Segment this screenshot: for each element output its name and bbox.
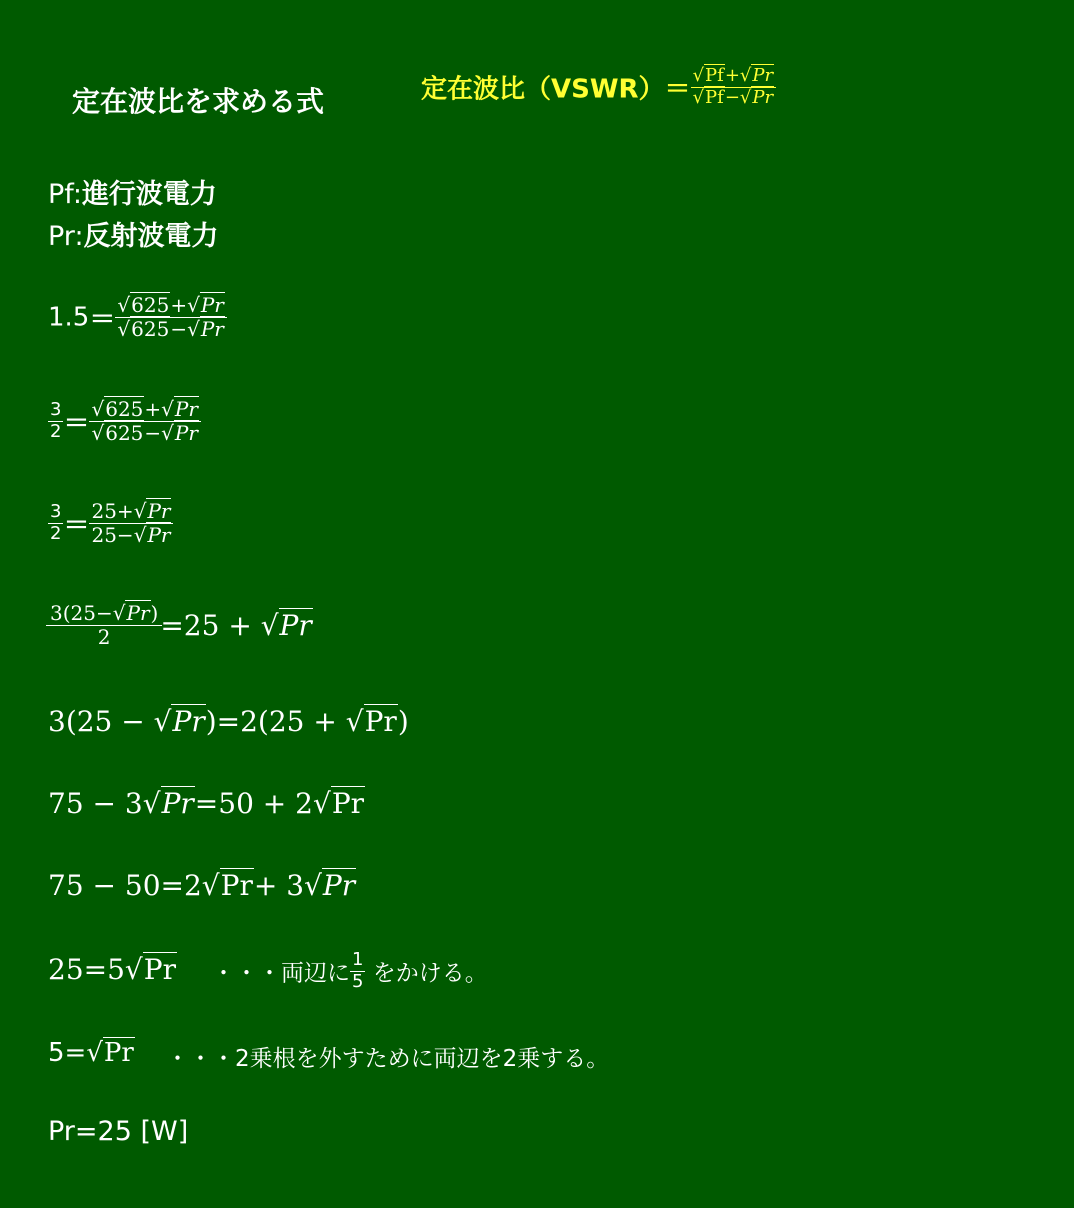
equation-step-6: 75 − 3√Pr=50 + 2√Pr — [48, 787, 365, 820]
vswr-numerator: √Pf+√Pr — [692, 65, 774, 86]
equation-step-4: $\frac{3(25-√Pr)}{2}$ =25 + √Pr — [48, 602, 313, 649]
definition-pr: Pr:反射波電力 — [48, 221, 219, 252]
step-8-note: ・・・両辺に $\frac{1}{5}$ をかける。 — [212, 949, 488, 992]
vswr-label: 定在波比（VSWR）＝ — [421, 74, 691, 105]
definition-pf: Pf:進行波電力 — [48, 179, 217, 210]
vswr-formula — [421, 66, 776, 108]
equation-step-7: 75 − 50=2√Pr+ 3√Pr — [48, 869, 356, 902]
vswr-denominator: √Pf−√Pr — [691, 87, 777, 109]
equation-step-9: 5=√Pr — [48, 1038, 134, 1068]
step-9-note: ・・・2乗根を外すために両辺を2乗する。 — [166, 1046, 610, 1072]
equation-step-3: $\frac{3}{2}$ ＝ $\frac{25+√Pr}{25-√Pr}$ — [48, 500, 173, 547]
page-title: 定在波比を求める式 — [72, 85, 325, 118]
equation-step-8: 25=5√Pr — [48, 953, 176, 986]
vswr-fraction — [691, 66, 777, 108]
equation-step-1: 1.5＝ $\frac{√625+√Pr}{√625-√Pr}$ — [48, 294, 227, 341]
equation-step-5: 3(25 − √Pr)=2(25 + √Pr) — [48, 705, 409, 738]
equation-step-2: $\frac{3}{2}$ ＝ $\frac{√625+√Pr}{√625-√Pr}$ — [48, 398, 201, 445]
final-result: Pr=25 [W] — [48, 1116, 189, 1147]
